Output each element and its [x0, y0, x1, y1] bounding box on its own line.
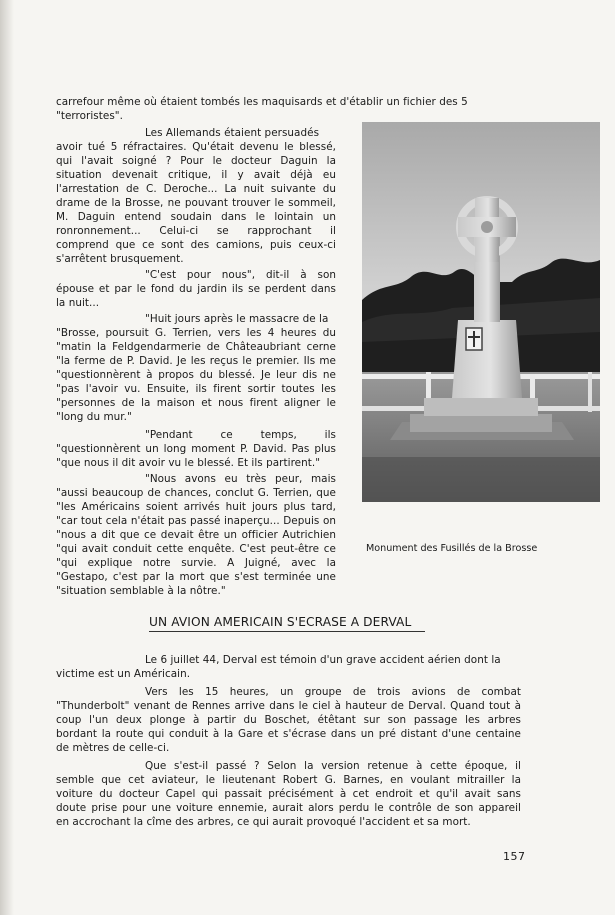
section-heading: UN AVION AMERICAIN S'ECRASE A DERVAL: [149, 615, 412, 629]
text-line: "qui explique notre survie. A Juigné, avec la: [56, 557, 336, 569]
text-line: comprend que ce sont des camions, puis ceux-ci: [56, 239, 336, 251]
text-line: "Brosse, poursuit G. Terrien, vers les 4 heures du: [56, 327, 336, 339]
text-line: "questionnèrent un long moment P. David. Pas plus: [56, 443, 336, 455]
text-line: épouse et par le fond du jardin ils se perdent dans: [56, 283, 336, 295]
text-line: Vers les 15 heures, un groupe de trois avions de combat: [145, 686, 521, 698]
text-line: "pas l'avoir vu. Ensuite, ils firent sortir toutes les: [56, 383, 336, 395]
heading-underline: [149, 631, 425, 632]
text-line: "Thunderbolt" venant de Rennes arrive dans le ciel à hauteur de Derval. Quand tout à: [56, 700, 521, 712]
text-line: "Gestapo, c'est par la mort que s'est terminée une: [56, 571, 336, 583]
text-line: "aussi beaucoup de chances, conclut G. Terrien, que: [56, 487, 336, 499]
text-line: bordant la route qui conduit à la Gare et s'écrase dans un pré distant d'une centaine: [56, 728, 521, 740]
text-line: drame de la Brosse, ne pouvant trouver le sommeil,: [56, 197, 336, 209]
text-line: "qui avait conduit cette enquête. C'est peut-être ce: [56, 543, 336, 555]
text-line: "C'est pour nous", dit-il à son: [145, 269, 336, 281]
text-line: voiture du docteur Capel qui passait précisément à cet endroit et qu'il avait sans: [56, 788, 521, 800]
text-line: victime est un Américain.: [56, 668, 191, 680]
text-line: "questionnèrent à propos du blessé. Je leur dis ne: [56, 369, 336, 381]
text-line: situation devenait critique, il y avait déjà eu: [56, 169, 336, 181]
text-line: "matin la Feldgendarmerie de Châteaubriant cerne: [56, 341, 336, 353]
text-line: qui l'avait soigné ? Pour le docteur Daguin la: [56, 155, 336, 167]
text-line: carrefour même où étaient tombés les maquisards et d'établir un fichier des 5: [56, 96, 468, 108]
text-line: semble que cet aviateur, le lieutenant Robert G. Barnes, en voulant mitrailler la: [56, 774, 521, 786]
text-line: Les Allemands étaient persuadés: [145, 127, 320, 139]
text-line: Que s'est-il passé ? Selon la version retenue à cette époque, il: [145, 760, 521, 772]
text-line: avoir tué 5 réfractaires. Qu'était devenu le blessé,: [56, 141, 336, 153]
text-line: ronronnement... Celui-ci se rapprochant il: [56, 225, 336, 237]
text-line: la nuit...: [56, 297, 100, 309]
text-line: "situation semblable à la nôtre.": [56, 585, 226, 597]
text-line: "long du mur.": [56, 411, 132, 423]
text-line: "Nous avons eu très peur, mais: [145, 473, 336, 485]
text-line: s'arrêtent brusquement.: [56, 253, 184, 265]
text-line: doute prise pour une voiture ennemie, aurait alors perdu le contrôle de son appareil: [56, 802, 521, 814]
text-line: "personnes de la maison et nous firent aligner le: [56, 397, 336, 409]
monument-photo: [362, 122, 600, 502]
text-line: M. Daguin entend soudain dans le lointain un: [56, 211, 336, 223]
text-line: de mètres de celle-ci.: [56, 742, 170, 754]
text-line: "car tout cela n'était pas passé inaperçu... Depuis on: [56, 515, 336, 527]
photo-caption: Monument des Fusillés de la Brosse: [366, 543, 538, 554]
text-line: "terroristes".: [56, 110, 123, 122]
text-line: "la ferme de P. David. Je les reçus le premier. Ils me: [56, 355, 336, 367]
text-line: "Huit jours après le massacre de la: [145, 313, 329, 325]
text-line: en accrochant la cîme des arbres, ce qui aurait provoqué l'accident et sa mort.: [56, 816, 471, 828]
text-line: coup l'un deux plonge à partir du Boschet, étêtant sur son passage les arbres: [56, 714, 521, 726]
monument-photo-image: [362, 122, 600, 502]
text-line: l'arrestation de C. Deroche... La nuit suivante du: [56, 183, 336, 195]
text-line: "que nous il dit avoir vu le blessé. Et ils partirent.": [56, 457, 321, 469]
text-line: Le 6 juillet 44, Derval est témoin d'un grave accident aérien dont la: [145, 654, 501, 666]
text-line: "Pendant ce temps, ils: [145, 429, 336, 441]
text-line: "nous a dit que ce devait être un officier Autrichien: [56, 529, 336, 541]
text-line: "les Américains soient arrivés huit jours plus tard,: [56, 501, 336, 513]
page-number: 157: [503, 850, 526, 863]
